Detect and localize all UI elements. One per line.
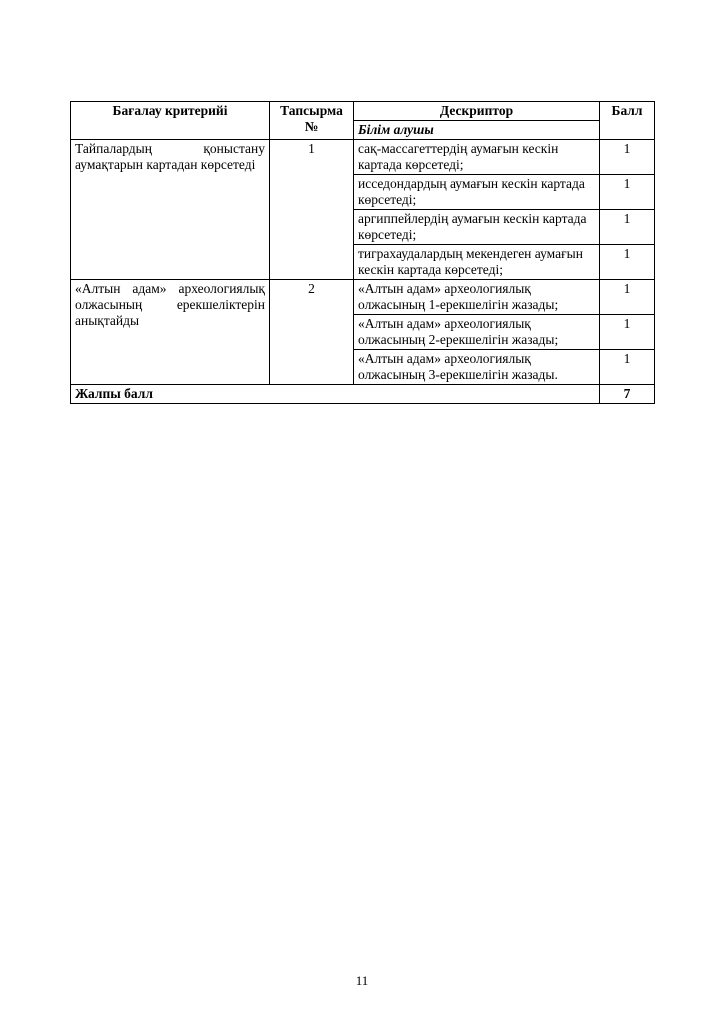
descriptor-cell: «Алтын адам» археологиялық олжасының 3-ерекшелігін жазады. [354, 350, 600, 385]
score-cell: 1 [600, 245, 655, 280]
score-cell: 1 [600, 140, 655, 175]
header-row [71, 102, 655, 121]
total-label: Жалпы балл [71, 385, 600, 404]
descriptor-cell: «Алтын адам» археологиялық олжасының 1-ерекшелігін жазады; [354, 280, 600, 315]
task-number-cell: 2 [270, 280, 354, 385]
task-number-cell: 1 [270, 140, 354, 280]
descriptor-cell: исседондардың аумағын кескін картада көрсетеді; [354, 175, 600, 210]
table-row [71, 280, 655, 315]
score-cell: 1 [600, 315, 655, 350]
header-score: Балл [600, 102, 655, 140]
descriptor-cell: сақ-массагеттердің аумағын кескін картада көрсетеді; [354, 140, 600, 175]
descriptor-cell: тиграхаудалардың мекендеген аумағын кескін картада көрсетеді; [354, 245, 600, 280]
page-number: 11 [355, 973, 369, 988]
header-task: Тапсырма № [270, 102, 354, 140]
descriptor-cell: аргиппейлердің аумағын кескін картада көрсетеді; [354, 210, 600, 245]
score-cell: 1 [600, 210, 655, 245]
score-cell: 1 [600, 350, 655, 385]
header-criterion: Бағалау критерийі [71, 102, 270, 140]
header-descriptor: Дескриптор [354, 102, 600, 121]
criterion-cell: Тайпалардың қоныстану аумақтарын картадан көрсетеді [71, 140, 270, 280]
total-score: 7 [600, 385, 655, 404]
assessment-rubric-table [70, 101, 655, 404]
header-descriptor-subtitle: Білім алушы [354, 121, 600, 140]
criterion-cell: «Алтын адам» археологиялық олжасының ерекшеліктерін анықтайды [71, 280, 270, 385]
table-row [71, 140, 655, 175]
score-cell: 1 [600, 175, 655, 210]
score-cell: 1 [600, 280, 655, 315]
descriptor-cell: «Алтын адам» археологиялық олжасының 2-ерекшелігін жазады; [354, 315, 600, 350]
total-row [71, 385, 655, 404]
